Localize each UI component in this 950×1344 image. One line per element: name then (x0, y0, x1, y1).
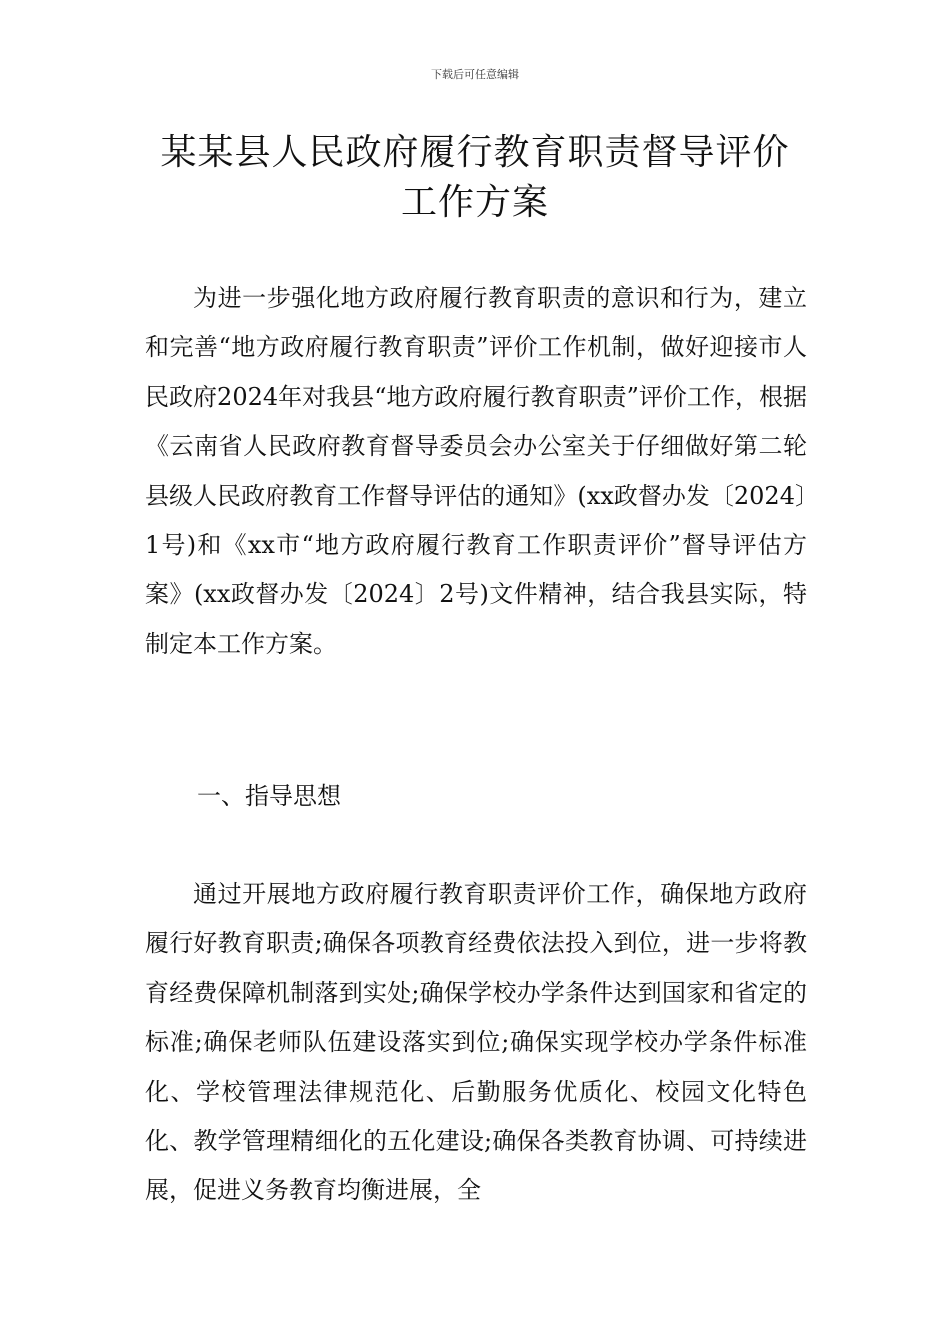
guiding-ideology-paragraph: 通过开展地方政府履行教育职责评价工作，确保地方政府履行好教育职责;确保各项教育经费依法投入到位，进一步将教育经费保障机制落到实处;确保学校办学条件达到国家和省定的标准;确保老师队伍建设落实到位;确保实现学校办学条件标准化、学校管理法律规范化、后勤服务优质化、校园文化特色化、教学管理精细化的五化建设;确保各类教育协调、可持续进展，促进义务教育均衡进展，全 (145, 880, 807, 1205)
document-title: 某某县人民政府履行教育职责督导评价工作方案 (160, 132, 790, 223)
header-note: 下载后可任意编辑 (431, 68, 519, 81)
intro-paragraph: 为进一步强化地方政府履行教育职责的意识和行为，建立和完善“地方政府履行教育职责”评价工作机制，做好迎接市人民政府2024年对我县“地方政府履行教育职责”评价工作，根据《云南省人民政府教育督导委员会办公室关于仔细做好第二轮县级人民政府教育工作督导评估的通知》(xx政督办发〔2024〕1号)和《xx市“地方政府履行教育工作职责评价”督导评估方案》(xx政督办发〔2024〕2号)文件精神，结合我县实际，特制定本工作方案。 (145, 284, 807, 658)
section-heading-guiding-ideology: 一、指导思想 (197, 782, 341, 810)
